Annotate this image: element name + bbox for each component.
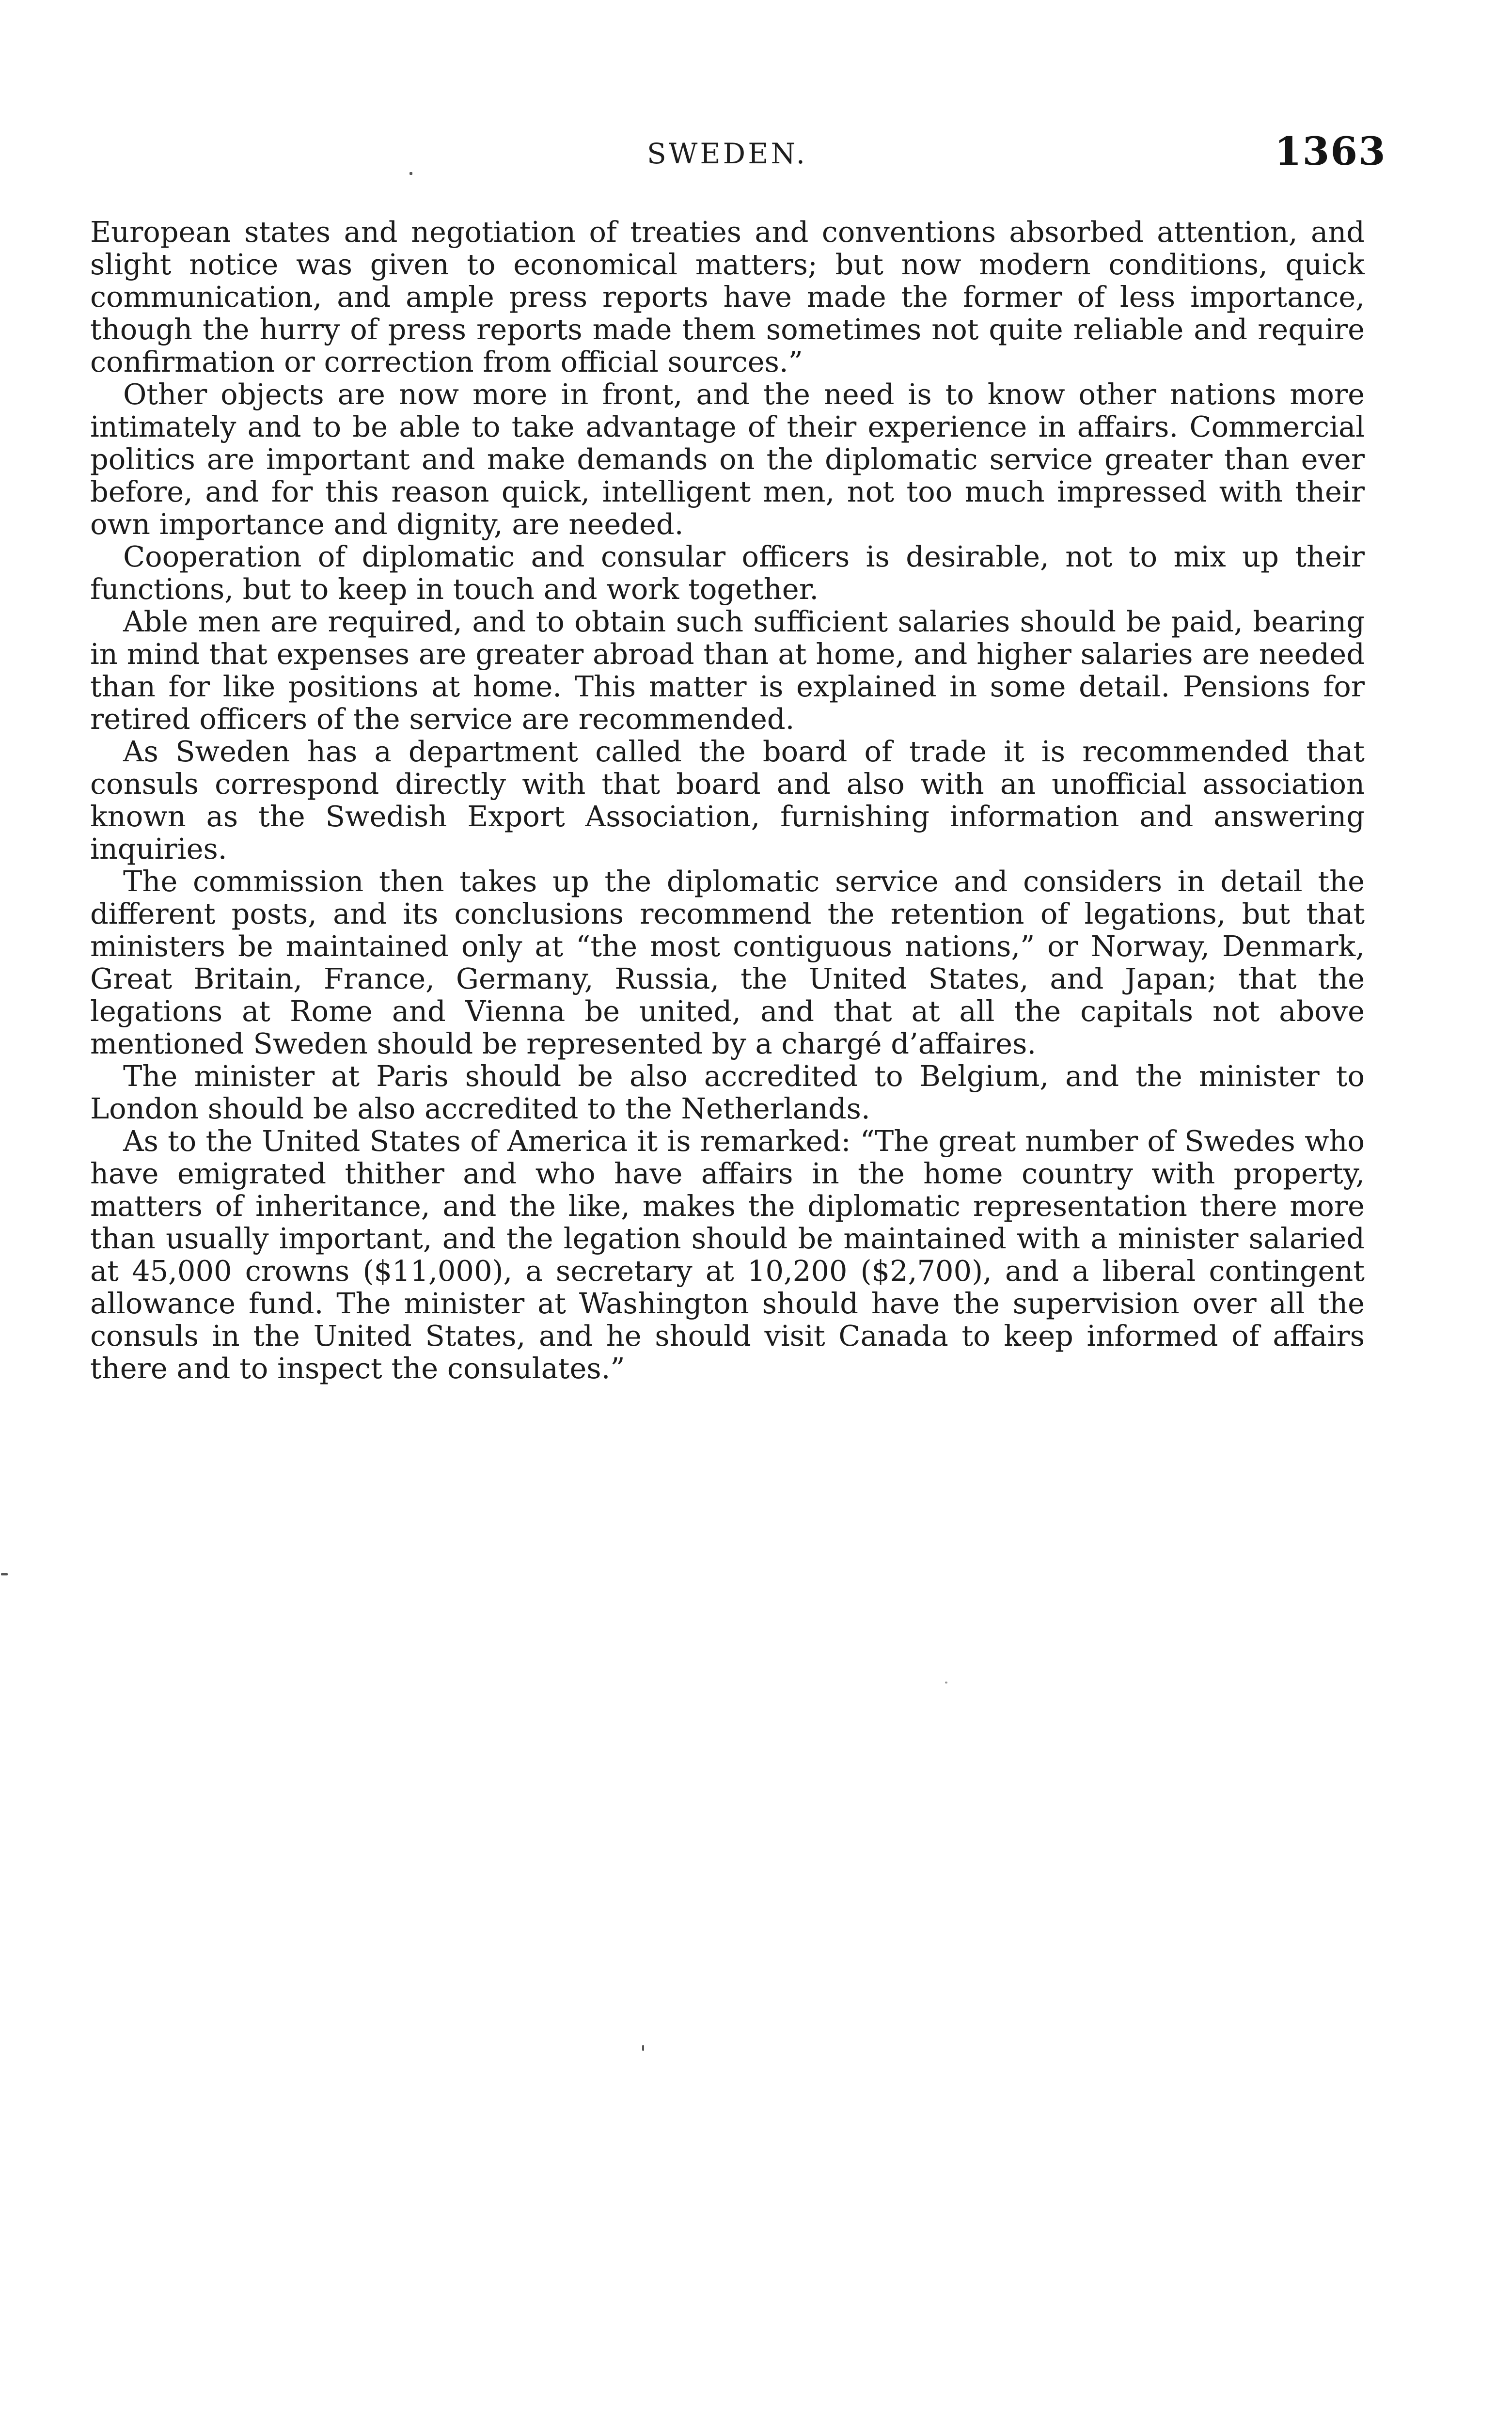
paragraph: Cooperation of diplomatic and consular officers is desirable, not to mix up their functions, but to keep in touch and work together. bbox=[90, 540, 1365, 606]
paragraph-continuation: European states and negotiation of treaties and conventions absorbed attention, and slight notice was given to economical matters; but now modern conditions, quick communication, and ample press reports have made the former of less importance, though the hurry of press reports made them sometimes not quite reliable and require confirmation or correction from official sources.” bbox=[90, 215, 1365, 378]
scan-speck bbox=[945, 1682, 947, 1684]
running-header bbox=[0, 124, 1512, 182]
paragraph: The commission then takes up the diplomatic service and considers in detail the different posts, and its conclusions recommend the retention of legations, but that ministers be maintained only at “the most contiguous nations,” or Norway, Denmark, Great Britain, France, Germany, Russia, the United States, and Japan; that the legations at Rome and Vienna be united, and that at all the capitals not above mentioned Sweden should be represented by a chargé d’affaires. bbox=[90, 865, 1365, 1060]
running-title: SWEDEN. bbox=[647, 137, 808, 170]
scan-speck bbox=[642, 2045, 644, 2051]
scan-speck bbox=[410, 172, 412, 175]
paragraph: Other objects are now more in front, and the need is to know other nations more intimately and to be able to take advantage of their experience in affairs. Commercial politics are important and make demands on the diplomatic service greater than ever before, and for this reason quick, intelligent men, not too much impressed with their own importance and dignity, are needed. bbox=[90, 378, 1365, 541]
body-text bbox=[90, 216, 1365, 1385]
paragraph: As to the United States of America it is remarked: “The great number of Swedes who have emigrated thither and who have affairs in the home country with property, matters of inheritance, and the like, makes the diplomatic representation there more than usually important, and the legation should be maintained with a minister salaried at 45,000 crowns ($11,000), a secretary at 10,200 ($2,700), and a liberal contingent allowance fund. The minister at Washington should have the supervision over all the consuls in the United States, and he should visit Canada to keep informed of affairs there and to inspect the consulates.” bbox=[90, 1124, 1365, 1385]
paragraph: Able men are required, and to obtain such sufficient salaries should be paid, bearing in mind that expenses are greater abroad than at home, and higher salaries are needed than for like positions at home. This matter is explained in some detail. Pensions for retired officers of the service are recommended. bbox=[90, 605, 1365, 736]
paragraph: As Sweden has a department called the board of trade it is recommended that consuls correspond directly with that board and also with an unofficial association known as the Swedish Export Association, furnishing information and answering inquiries. bbox=[90, 735, 1365, 865]
page-number: 1363 bbox=[1275, 128, 1386, 174]
scan-speck bbox=[1, 1573, 8, 1575]
paragraph: The minister at Paris should be also accredited to Belgium, and the minister to London should be also accredited to the Netherlands. bbox=[90, 1059, 1365, 1125]
